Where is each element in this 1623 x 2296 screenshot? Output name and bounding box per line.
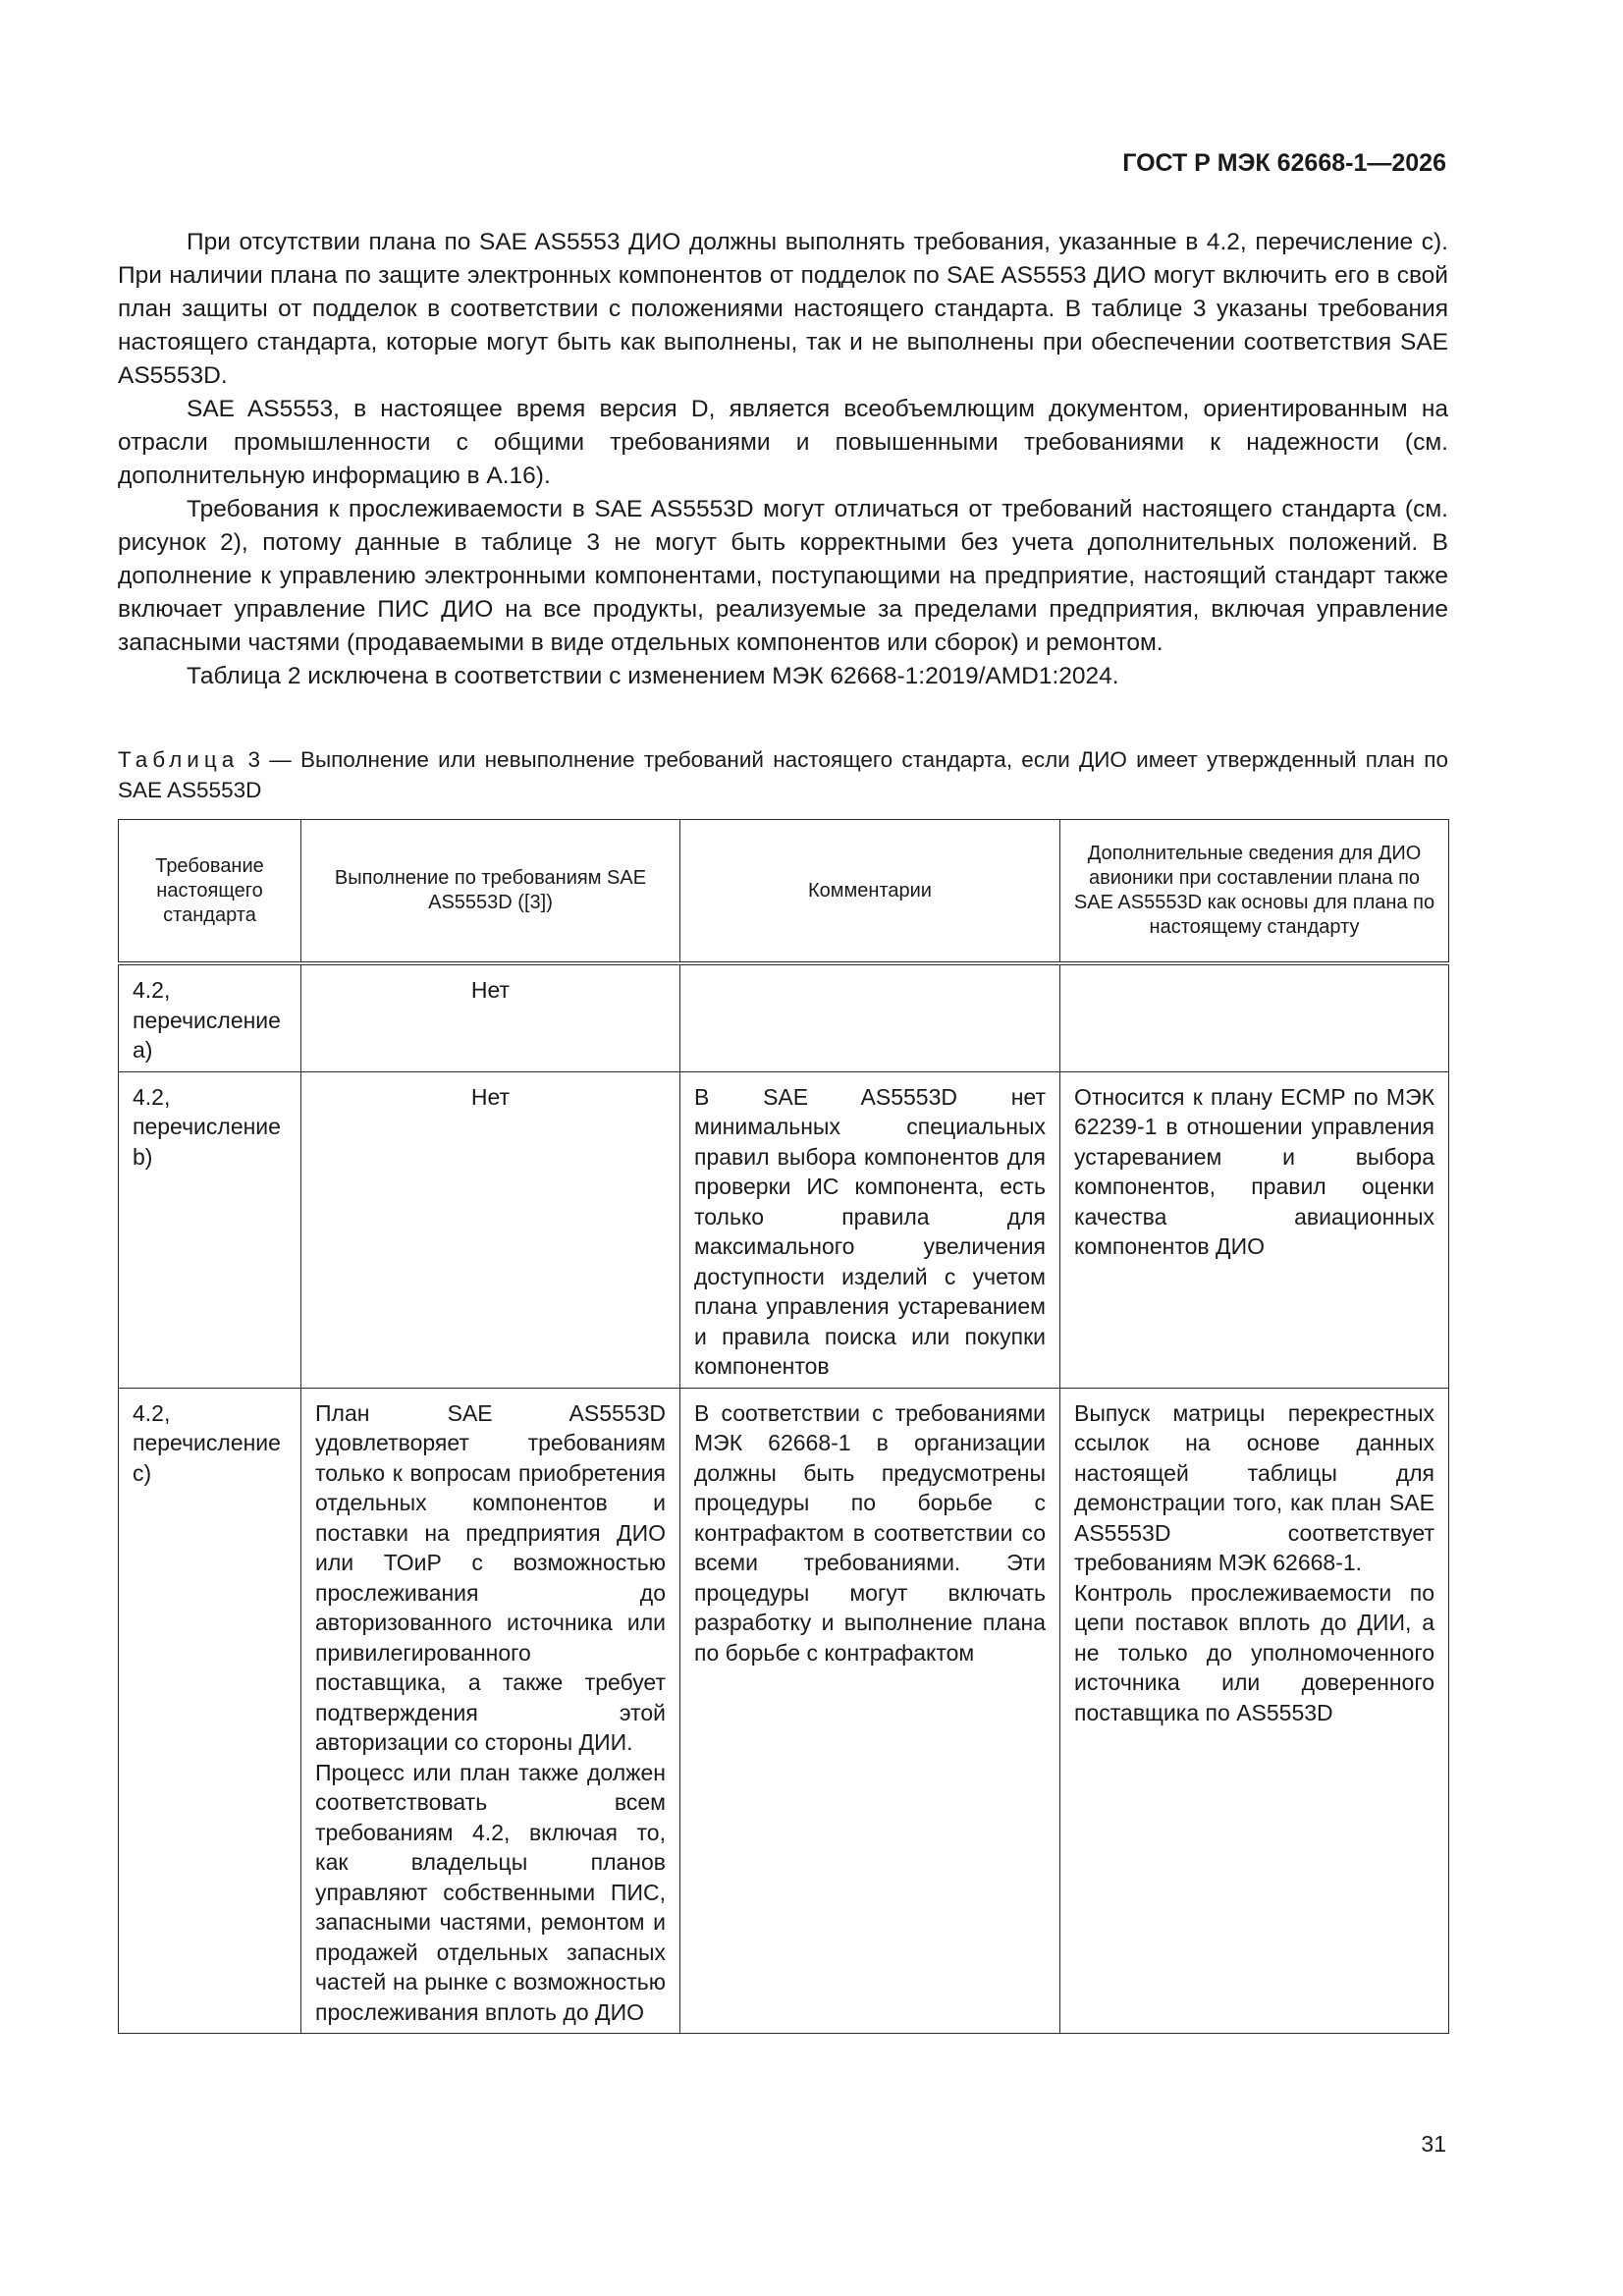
table-header-row [119, 820, 1449, 964]
table-caption-label: Таблица [118, 747, 240, 772]
cell-comments [680, 963, 1060, 1071]
header-additional-info: Дополнительные сведения для ДИО авионики при составлении плана по SAE AS5553D как основы для плана по настоящему стандарту [1060, 820, 1449, 964]
body-text [118, 226, 1448, 693]
cell-requirement: 4.2, перечисление с) [119, 1388, 301, 2034]
header-requirement: Требование настоящего стандарта [119, 820, 301, 964]
table-row [119, 1071, 1449, 1388]
cell-requirement: 4.2, перечисление b) [119, 1071, 301, 1388]
header-comments: Комментарии [680, 820, 1060, 964]
cell-fulfillment-part: План SAE AS5553D удовлетворяет требованиям только к вопросам приобретения отдельных компонентов и поставки на предприятия ДИО или ТОиР с возможностью прослеживания до авторизованного источника или привилегированного поставщика, а также требует подтверждения этой авторизации со стороны ДИИ. [315, 1399, 666, 1755]
cell-additional-part: Выпуск матрицы перекрестных ссылок на основе данных настоящей таблицы для демонстрации того, как план SAE AS5553D соответствует требованиям МЭК 62668-1. [1074, 1399, 1434, 1575]
cell-requirement: 4.2, перечисление а) [119, 963, 301, 1071]
cell-fulfillment [301, 1388, 680, 2034]
table-caption-text: 3 — Выполнение или невыполнение требований настоящего стандарта, если ДИО имеет утвержденный план по SAE AS5553D [118, 747, 1448, 802]
paragraph: SAE AS5553, в настоящее время версия D, является всеобъемлющим документом, ориентированным на отрасли промышленности с общими требованиями и повышенными требованиями к надежности (см. дополнительную информацию в А.16). [118, 396, 1448, 489]
requirements-table [118, 819, 1449, 2034]
cell-additional-info [1060, 963, 1449, 1071]
cell-additional-info [1060, 1388, 1449, 2034]
paragraph: Требования к прослеживаемости в SAE AS5553D могут отличаться от требований настоящего стандарта (см. рисунок 2), потому данные в таблице 3 не могут быть корректными без учета дополнительных положений. В дополнение к управлению электронными компонентами, поступающими на предприятие, настоящий стандарт также включает управление ПИС ДИО на все продукты, реализуемые за пределами предприятия, включая управление запасными частями (продаваемыми в виде отдельных компонентов или сборок) и ремонтом. [118, 496, 1448, 656]
cell-fulfillment: Нет [301, 963, 680, 1071]
cell-comments: В соответствии с требованиями МЭК 62668-1 в организации должны быть предусмотрены процедуры по борьбе с контрафактом в соответствии со всеми требованиями. Эти процедуры могут включать разработку и выполнение плана по борьбе с контрафактом [680, 1388, 1060, 2034]
header-fulfillment: Выполнение по требованиям SAE AS5553D ([3]) [301, 820, 680, 964]
table-row [119, 1388, 1449, 2034]
table-row [119, 963, 1449, 1071]
paragraph: Таблица 2 исключена в соответствии с изменением МЭК 62668-1:2019/AMD1:2024. [187, 663, 1119, 689]
cell-fulfillment-part: Процесс или план также должен соответствовать всем требованиям 4.2, включая то, как владельцы планов управляют собственными ПИС, запасными частями, ремонтом и продажей отдельных запасных частей на рынке с возможностью прослеживания вплоть до ДИО [315, 1759, 666, 2025]
cell-fulfillment: Нет [301, 1071, 680, 1388]
cell-additional-info: Относится к плану ECMP по МЭК 62239-1 в отношении управления устареванием и выбора компонентов, правил оценки качества авиационных компонентов ДИО [1060, 1071, 1449, 1388]
cell-comments: В SAE AS5553D нет минимальных специальных правил выбора компонентов для проверки ИС компонента, есть только правила для максимального увеличения доступности изделий с учетом плана управления устареванием и правила поиска или покупки компонентов [680, 1071, 1060, 1388]
page-number: 31 [1421, 2131, 1446, 2157]
table-caption [118, 744, 1448, 805]
cell-additional-part: Контроль прослеживаемости по цепи поставок вплоть до ДИИ, а не только до уполномоченного источника или доверенного поставщика по AS5553D [1074, 1579, 1434, 1725]
paragraph: При отсутствии плана по SAE AS5553 ДИО должны выполнять требования, указанные в 4.2, перечисление с). При наличии плана по защите электронных компонентов от подделок по SAE AS5553 ДИО могут включить его в свой план защиты от подделок в соответствии с положениями настоящего стандарта. В таблице 3 указаны требования настоящего стандарта, которые могут быть как выполнены, так и не выполнены при обеспечении соответствия SAE AS5553D. [118, 229, 1448, 389]
document-designation: ГОСТ Р МЭК 62668-1—2026 [1122, 149, 1446, 177]
